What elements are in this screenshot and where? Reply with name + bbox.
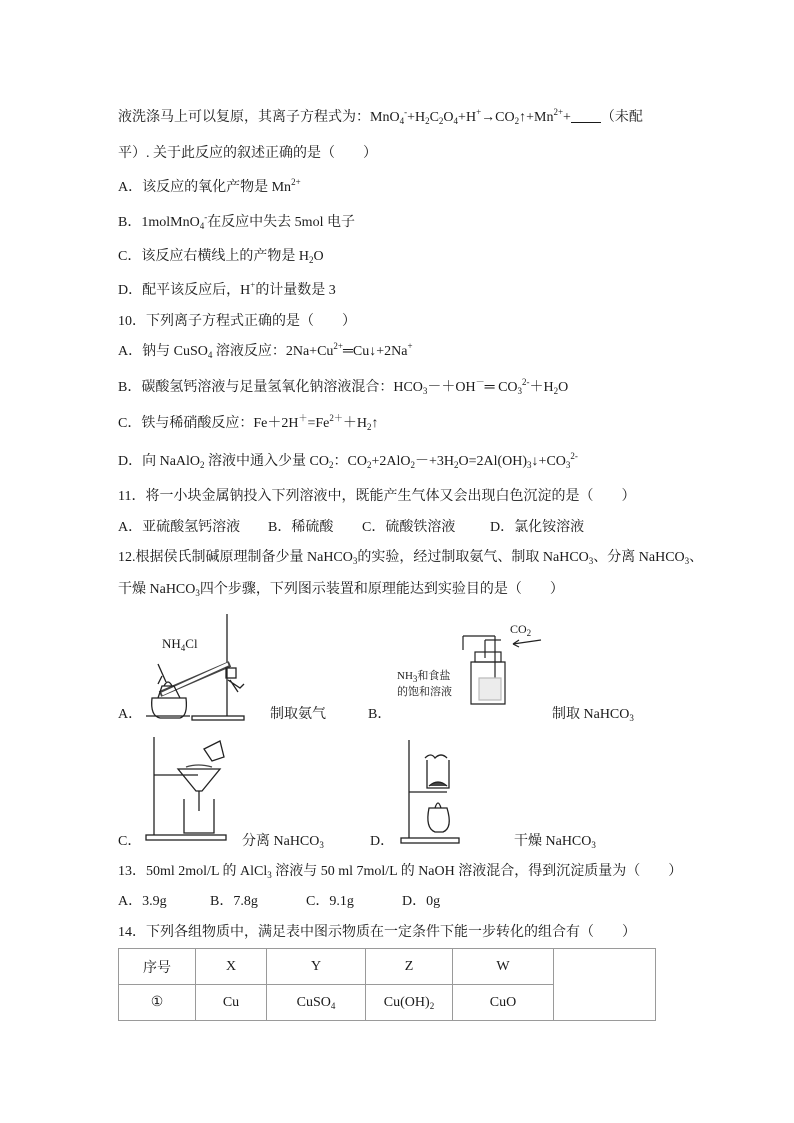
q9-stem-line2: 平）. 关于此反应的叙述正确的是（ ） — [118, 146, 377, 161]
q9-option-b[interactable]: B．1molMnO$_4$-在反应中失去 5mol 电子 — [118, 212, 355, 231]
filtration-figure — [140, 735, 240, 845]
q13-options — [118, 892, 440, 912]
table-cell: CuO — [453, 985, 554, 1021]
table-header-row — [119, 949, 656, 985]
q10-option-a[interactable]: A．钠与 CuSO$_4$ 溶液反应：$2Na+Cu^{2+}═Cu↓+2Na^+$ — [118, 341, 413, 360]
solution-label-1: $NH_3$和食盐 — [397, 670, 451, 684]
q13-option-b[interactable]: B．7.8g — [210, 894, 258, 909]
header-cell: 序号 — [119, 949, 196, 985]
q11-option-b[interactable]: B．稀硫酸 — [268, 520, 334, 535]
table-cell: $Cu(OH)_2$ — [366, 985, 453, 1021]
header-cell: X — [196, 949, 267, 985]
drying-figure — [395, 738, 465, 848]
answer-blank[interactable] — [571, 108, 601, 123]
q12-caption-c: 分离 NaHCO$_3$ — [242, 834, 324, 850]
solution-label-2: 的饱和溶液 — [397, 686, 452, 698]
table-empty-cell — [554, 949, 656, 1021]
q11-option-d[interactable]: D．氯化铵溶液 — [490, 520, 585, 535]
co2-label: $CO_2$ — [510, 622, 532, 638]
q10-stem: 10．下列离子方程式正确的是（ ） — [118, 314, 356, 329]
q13-option-c[interactable]: C．9.1g — [306, 894, 354, 909]
q13-option-a[interactable]: A．3.9g — [118, 894, 167, 909]
q11-option-c[interactable]: C．硫酸铁溶液 — [362, 520, 456, 535]
table-cell: CuSO$_4$ — [267, 985, 366, 1021]
q11-option-a[interactable]: A．亚硫酸氢钙溶液 — [118, 520, 241, 535]
q10-option-b[interactable]: B．碳酸氢钙溶液与足量氢氧化钠溶液混合：$HCO_3-+OH^-═$ $CO_3^{2-}+H_2O$ — [118, 377, 569, 396]
q12-option-d-letter[interactable]: D． — [370, 834, 395, 849]
nh4cl-label: $NH_4Cl$ — [162, 636, 198, 653]
q10-option-c[interactable]: C．铁与稀硝酸反应：$Fe+2H^+=Fe^{2+}+H_2↑$ — [118, 413, 379, 432]
header-cell: Y — [267, 949, 366, 985]
gas-bottle-figure — [455, 618, 555, 708]
q12-stem-line1: 12.根据侯氏制碱原理制备少量 NaHCO$_3$的实验，经过制取氨气、制取 NaHCO$_3$、分离 NaHCO$_3$、 — [118, 550, 704, 566]
q11-stem: 11．将一小块金属钠投入下列溶液中，既能产生气体又会出现白色沉淀的是（ ） — [118, 489, 636, 504]
table-cell: ① — [119, 985, 196, 1021]
q11-options — [118, 518, 584, 538]
header-cell: Z — [366, 949, 453, 985]
ammonia-apparatus-figure — [140, 612, 260, 722]
q12-option-c-letter[interactable]: C． — [118, 834, 142, 849]
q13-stem: 13．50ml 2mol/L 的 AlCl$_3$ 溶液与 50 ml 7mol/L 的 NaOH 溶液混合，得到沉淀质量为（ ） — [118, 864, 683, 880]
table-cell: Cu — [196, 985, 267, 1021]
q12-option-b-letter[interactable]: B． — [368, 707, 392, 722]
q12-option-a-letter[interactable]: A． — [118, 707, 143, 722]
q14-table — [118, 948, 656, 1021]
q9-option-d[interactable]: D．配平该反应后，H+的计量数是 3 — [118, 280, 336, 298]
q12-stem-line2: 干燥 NaHCO$_3$四个步骤，下列图示装置和原理能达到实验目的是（ ） — [118, 582, 564, 598]
q13-option-d[interactable]: D．0g — [402, 894, 441, 909]
q10-option-d[interactable]: D．向 NaAlO$_2$ 溶液中通入少量 $CO_2$：$CO_2+2AlO_2-+3H_2O=2Al(OH)_3↓+CO_3^{2-}$ — [118, 451, 578, 470]
q9-equation-line: 液洗涤马上可以复原，其离子方程式为：$MnO_4^-+H_2C_2O_4+H^+\to CO_2↑+Mn^{2+}+$ （未配 — [118, 107, 643, 126]
q9-option-a[interactable]: A．该反应的氧化产物是 $Mn^{2+}$ — [118, 177, 301, 195]
q12-caption-d: 干燥 NaHCO$_3$ — [514, 834, 596, 850]
q14-stem: 14．下列各组物质中，满足表中图示物质在一定条件下能一步转化的组合有（ ） — [118, 925, 636, 940]
q12-caption-b: 制取 NaHCO$_3$ — [552, 707, 634, 723]
q12-caption-a: 制取氨气 — [270, 707, 326, 722]
q9-option-c[interactable]: C．该反应右横线上的产物是 $H_2O$ — [118, 249, 324, 265]
header-cell: W — [453, 949, 554, 985]
